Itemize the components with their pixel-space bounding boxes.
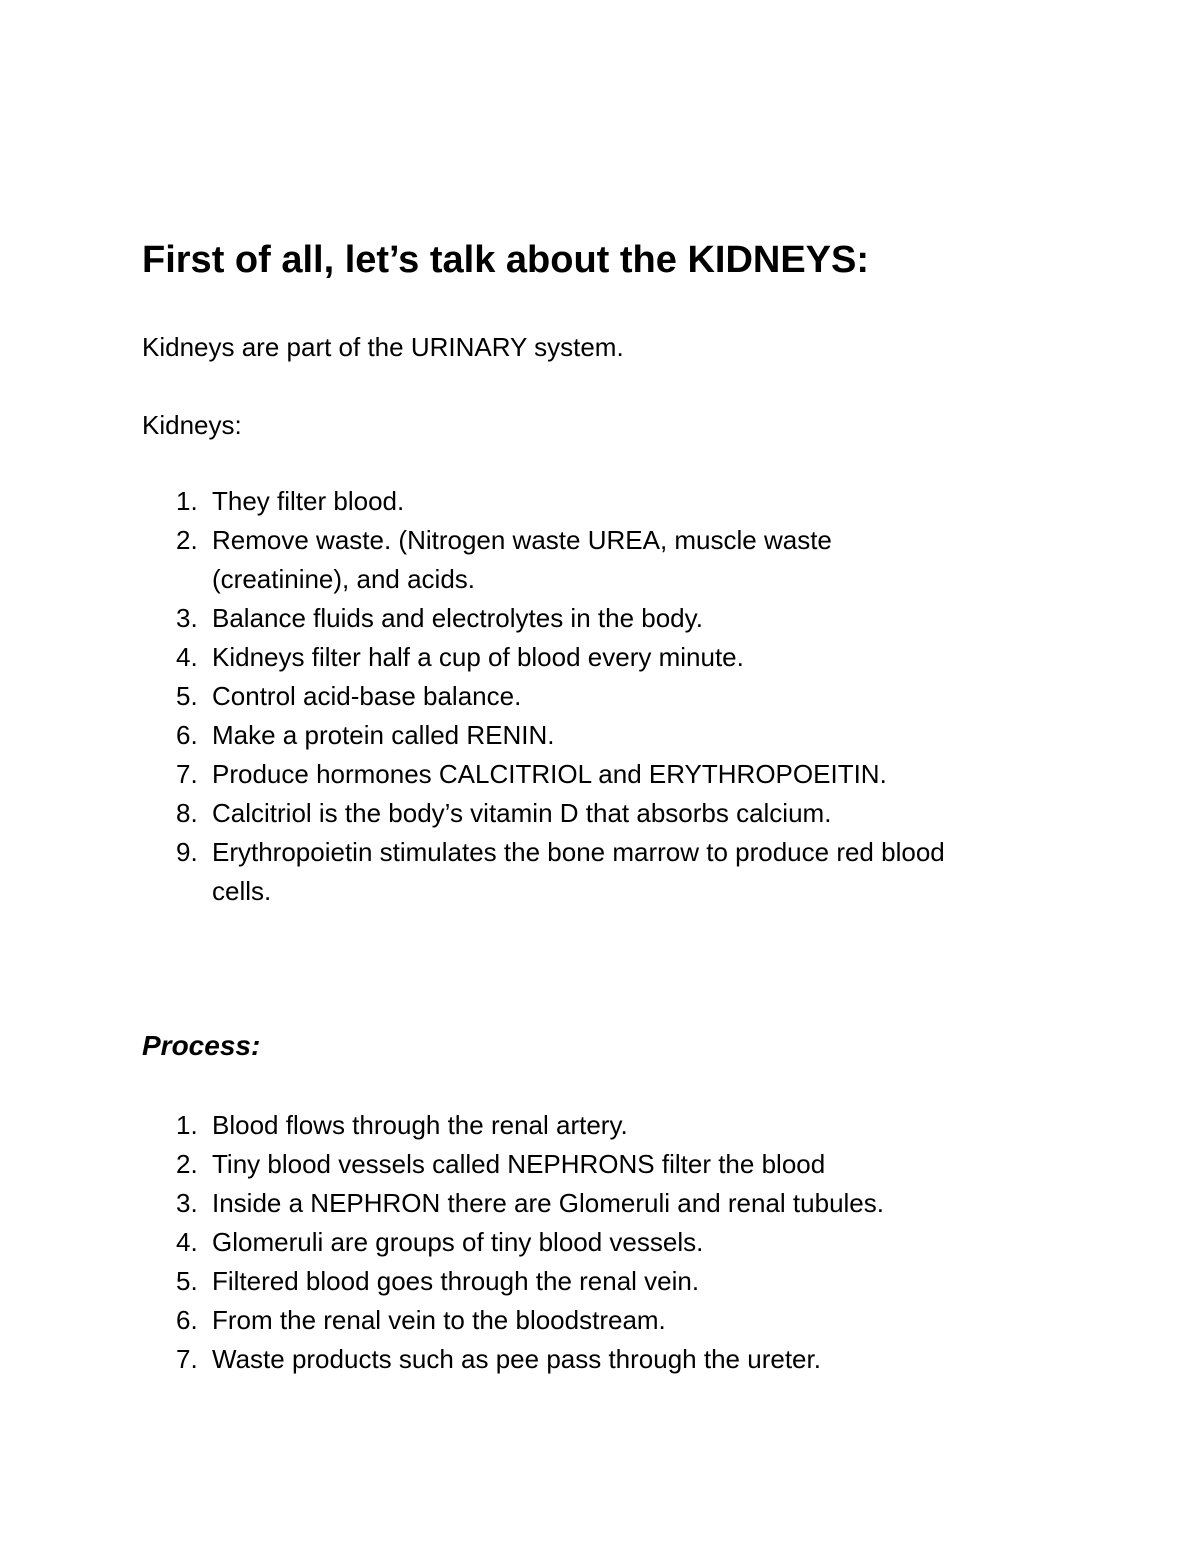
list-number: 3. [176, 1188, 198, 1218]
list-item-text: Make a protein called RENIN. [212, 720, 555, 750]
list-item [0, 794, 1100, 833]
list-number: 9. [176, 837, 198, 867]
list-item-text: Remove waste. (Nitrogen waste UREA, muscle waste [212, 525, 832, 555]
list-number: 1. [176, 1110, 198, 1140]
list-item-text: Blood flows through the renal artery. [212, 1110, 628, 1140]
list-item [0, 833, 1100, 911]
list-item-text: Tiny blood vessels called NEPHRONS filter the blood [212, 1149, 826, 1179]
list-item [0, 638, 1100, 677]
list-item [0, 1106, 1100, 1145]
list-item [0, 755, 1100, 794]
list-item-text: Glomeruli are groups of tiny blood vessels. [212, 1227, 704, 1257]
list-item-text: Calcitriol is the body’s vitamin D that absorbs calcium. [212, 798, 832, 828]
list-item-text-continued: (creatinine), and acids. [212, 564, 476, 594]
list-item-text: Filtered blood goes through the renal vein. [212, 1266, 700, 1296]
list-number: 2. [176, 1149, 198, 1179]
list-number: 4. [176, 1227, 198, 1257]
list-number: 8. [176, 798, 198, 828]
list-item [0, 1184, 1100, 1223]
list-number: 7. [176, 759, 198, 789]
list-item-text: Produce hormones CALCITRIOL and ERYTHROPOEITIN. [212, 759, 887, 789]
list-item [0, 1223, 1100, 1262]
list-number: 1. [176, 486, 198, 516]
process-list [0, 1106, 1100, 1379]
list-item-text: Control acid-base balance. [212, 681, 522, 711]
list-number: 4. [176, 642, 198, 672]
page-title: First of all, let’s talk about the KIDNEYS: [142, 239, 870, 281]
process-heading: Process: [142, 1030, 261, 1061]
list-item [0, 1262, 1100, 1301]
list-item [0, 1340, 1100, 1379]
list-item-text-continued: cells. [212, 876, 272, 906]
list-item [0, 521, 1100, 599]
list-item-text: Kidneys filter half a cup of blood every minute. [212, 642, 744, 672]
list-item [0, 677, 1100, 716]
list-number: 6. [176, 1305, 198, 1335]
list-item [0, 716, 1100, 755]
list-item-text: Balance fluids and electrolytes in the body. [212, 603, 703, 633]
list-number: 5. [176, 681, 198, 711]
list-item-text: They filter blood. [212, 486, 405, 516]
kidneys-label: Kidneys: [142, 410, 242, 440]
kidney-functions-list [0, 482, 1100, 911]
list-number: 5. [176, 1266, 198, 1296]
list-item [0, 482, 1100, 521]
list-number: 6. [176, 720, 198, 750]
list-number: 2. [176, 525, 198, 555]
list-item [0, 1301, 1100, 1340]
list-item-text: Inside a NEPHRON there are Glomeruli and renal tubules. [212, 1188, 884, 1218]
list-item-text: From the renal vein to the bloodstream. [212, 1305, 666, 1335]
intro-paragraph: Kidneys are part of the URINARY system. [142, 332, 624, 362]
list-number: 7. [176, 1344, 198, 1374]
list-item-text: Waste products such as pee pass through the ureter. [212, 1344, 821, 1374]
list-item [0, 599, 1100, 638]
list-item [0, 1145, 1100, 1184]
list-number: 3. [176, 603, 198, 633]
list-item-text: Erythropoietin stimulates the bone marrow to produce red blood [212, 837, 945, 867]
